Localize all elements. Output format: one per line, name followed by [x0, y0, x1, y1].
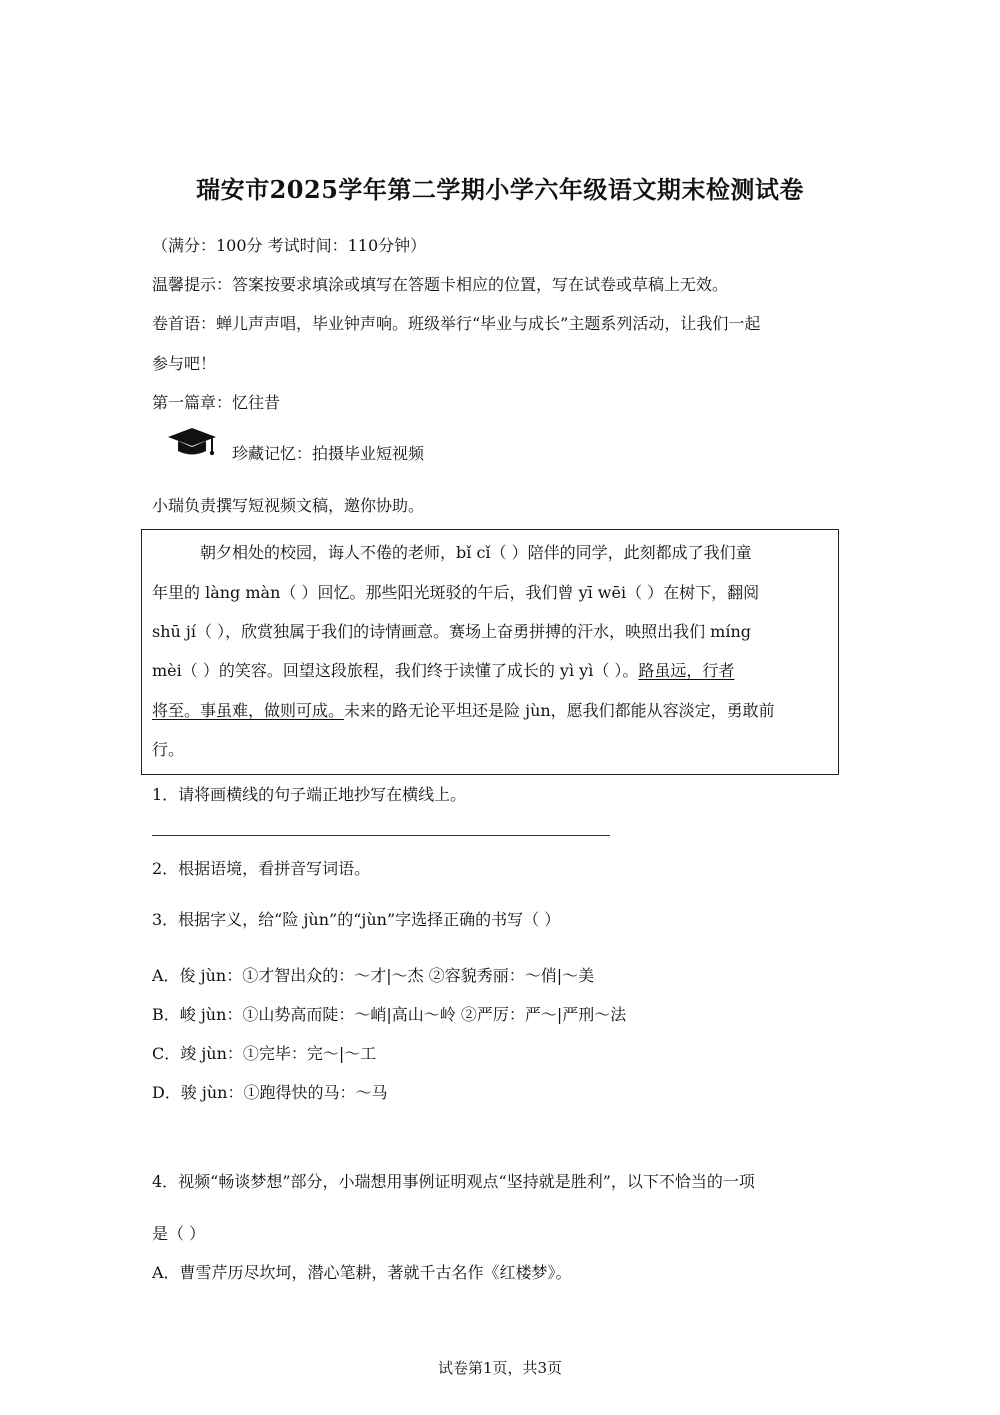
question-3: 3．根据字义，给“险 jùn”的“jùn”字选择正确的书写（ ）	[152, 910, 561, 929]
tip-text: 温馨提示：答案按要求填涂或填写在答题卡相应的位置，写在试卷或草稿上无效。	[152, 275, 729, 294]
passage-line-3: shū jí（ ），欣赏独属于我们的诗情画意。赛场上奋勇拼搏的汗水，映照出我们 míng	[152, 622, 751, 641]
task-intro: 小瑞负责撰写短视频文稿，邀你协助。	[152, 496, 425, 515]
passage-line-6: 行。	[152, 740, 185, 759]
intro-line-1: 卷首语：蝉儿声声唱，毕业钟声响。班级举行“毕业与成长”主题系列活动，让我们一起	[152, 314, 761, 333]
passage-line-5-plain: 未来的路无论平坦还是险 jùn，愿我们都能从容淡定，勇敢前	[344, 701, 775, 720]
underlined-sentence-part-2: 将至。事虽难，做则可成。	[152, 701, 345, 720]
chapter-heading: 第一篇章：忆往昔	[152, 393, 281, 412]
intro-line-2: 参与吧！	[152, 354, 217, 373]
graduation-cap-icon	[166, 425, 218, 461]
underlined-sentence-part-1: 路虽远，行者	[638, 661, 735, 680]
page-footer: 试卷第1页，共3页	[437, 1359, 563, 1377]
question-2: 2．根据语境，看拼音写词语。	[152, 859, 371, 878]
question-4-line-2: 是（ ）	[152, 1224, 206, 1243]
section-title: 珍藏记忆：拍摄毕业短视频	[232, 444, 425, 463]
passage-line-5	[152, 698, 775, 721]
page-title: 瑞安市2025学年第二学期小学六年级语文期末检测试卷	[196, 175, 804, 204]
passage-box	[141, 529, 839, 775]
q4-option-a[interactable]: A．曹雪芹历尽坎坷，潜心笔耕，著就千古名作《红楼梦》。	[152, 1263, 572, 1282]
passage-line-2: 年里的 làng màn（ ）回忆。那些阳光斑驳的午后，我们曾 yī wēi（ ）在树下，翻阅	[152, 583, 760, 602]
question-1: 1．请将画横线的句子端正地抄写在横线上。	[152, 785, 467, 804]
q3-option-d[interactable]: D．骏 jùn：①跑得快的马：～马	[152, 1083, 388, 1102]
passage-line-4-plain: mèi（ ）的笑容。回望这段旅程，我们终于读懂了成长的 yì yì（ ）。	[152, 661, 639, 680]
q3-option-c[interactable]: C．竣 jùn：①完毕：完～|～工	[152, 1044, 377, 1063]
q3-option-b[interactable]: B．峻 jùn：①山势高而陡：～峭|高山～岭 ②严厉：严～|严刑～法	[152, 1005, 627, 1024]
answer-blank-line[interactable]	[152, 835, 610, 836]
question-4-line-1: 4．视频“畅谈梦想”部分，小瑞想用事例证明观点“坚持就是胜利”，以下不恰当的一项	[152, 1172, 755, 1191]
score-info: （满分：100分 考试时间：110分钟）	[152, 236, 427, 255]
q3-option-a[interactable]: A．俊 jùn：①才智出众的：～才|～杰 ②容貌秀丽：～俏|～美	[152, 966, 595, 985]
passage-line-1: 朝夕相处的校园，诲人不倦的老师，bǐ cǐ（ ）陪伴的同学，此刻都成了我们童	[200, 543, 752, 562]
passage-line-4	[152, 658, 734, 681]
